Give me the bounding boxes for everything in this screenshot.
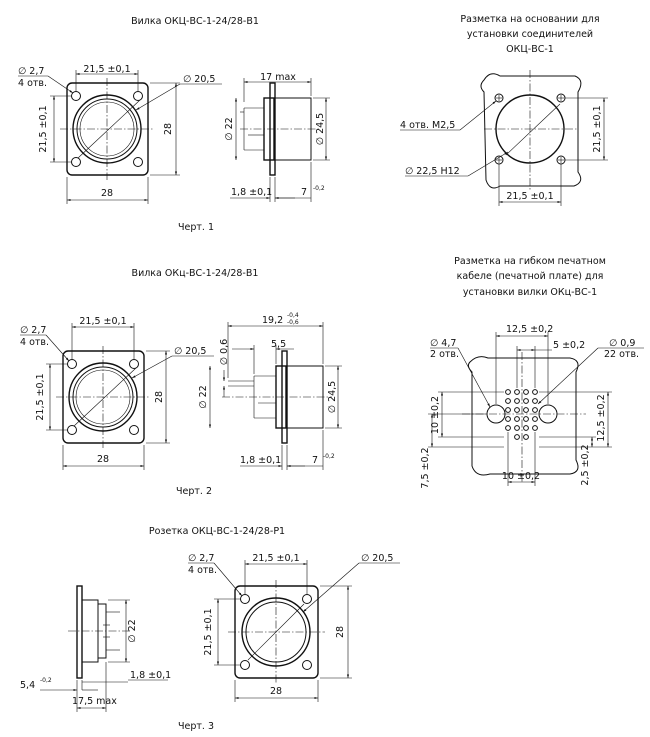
pcb-right-125: 12,5 ±0,2 [596, 394, 607, 442]
mount-title-1: Разметка на основании для [460, 14, 600, 25]
fig2 [20, 268, 342, 497]
fig2-height: 28 [154, 390, 165, 404]
mount-title-2: установки соединителей [466, 29, 594, 40]
fig1 [18, 16, 330, 233]
pcb-bottom-10: 10 ±0,2 [501, 471, 541, 482]
fig2-spacing-left: 21,5 ±0,1 [35, 373, 46, 421]
fig1-dia-24: ∅ 24,5 [315, 112, 326, 146]
fig1-flange: 1,8 ±0,1 [231, 187, 273, 198]
mount-spacing-right: 21,5 ±0,1 [592, 105, 603, 153]
fig3-width: 28 [269, 686, 283, 697]
fig2-hole-label: ∅ 2,7 [20, 325, 47, 336]
fig1-body-dia: ∅ 20,5 [183, 74, 216, 85]
pcb-small-count: 22 отв. [604, 349, 640, 360]
fig1-caption: Черт. 1 [178, 222, 215, 233]
fig1-spacing-left: 21,5 ±0,1 [38, 105, 49, 153]
fig1-seven: 7 [301, 187, 308, 198]
fig1-dia-22: ∅ 22 [224, 117, 235, 141]
fig3-hole-count: 4 отв. [188, 565, 218, 576]
fig2-dia-22: ∅ 22 [198, 385, 209, 409]
fig2-spacing-top: 21,5 ±0,1 [79, 316, 127, 327]
pcb-left-10: 10 ±0,2 [430, 395, 441, 435]
fig3-caption: Черт. 3 [178, 721, 215, 732]
fig1-hole-count: 4 отв. [18, 78, 48, 89]
fig1-width: 28 [100, 188, 114, 199]
fig2-hole-count: 4 отв. [20, 337, 50, 348]
fig2-title: Вилка ОКц-ВС-1-24/28-В1 [131, 268, 259, 279]
fig2-front-view [56, 346, 150, 448]
pcb-small-hole: ∅ 0,9 [609, 338, 636, 349]
pcb-five: 5 ±0,2 [553, 340, 586, 351]
mount-bore: ∅ 22,5 Н12 [405, 166, 460, 177]
fig1-spacing-top: 21,5 ±0,1 [83, 64, 131, 75]
fig2-seven: 7 [312, 455, 319, 466]
fig1-max-len: 17 max [260, 72, 296, 83]
fig2-side-view [222, 351, 332, 443]
mount-title-3: ОКЦ-ВС-1 [506, 44, 554, 55]
fig2-width: 28 [96, 454, 110, 465]
fig-pcb [420, 256, 644, 489]
pcb-pin-grid [506, 390, 538, 440]
fig3-body-dia: ∅ 20,5 [361, 553, 394, 564]
fig3-dia-22: ∅ 22 [127, 619, 138, 643]
fig2-len: 19,2 [262, 315, 284, 326]
fig3 [20, 526, 400, 732]
fig3-hole-label: ∅ 2,7 [188, 553, 215, 564]
fig2-len-tol-dn: -0,6 [287, 319, 299, 326]
fig2-dia-24: ∅ 24,5 [327, 380, 338, 414]
fig3-title: Розетка ОКЦ-ВС-1-24/28-Р1 [148, 526, 286, 537]
fig3-flange: 1,8 ±0,1 [130, 670, 172, 681]
fig1-seven-tol: -0,2 [313, 185, 325, 192]
mount-spacing-bottom: 21,5 ±0,1 [506, 191, 554, 202]
fig3-height: 28 [335, 625, 346, 639]
fig2-seven-tol: -0,2 [323, 453, 335, 460]
fig3-offset-tol: -0,2 [40, 677, 52, 684]
fig1-front-view [60, 78, 154, 180]
pcb-title-3: установки вилки ОКц-ВС-1 [462, 287, 598, 298]
fig3-max-len: 17,5 max [72, 696, 117, 707]
pcb-big-count: 2 отв. [430, 349, 460, 360]
fig1-hole-label: ∅ 2,7 [18, 66, 45, 77]
fig2-len-tol-up: -0,4 [287, 312, 299, 319]
fig1-height: 28 [163, 122, 174, 136]
pcb-left-75: 7,5 ±0,2 [420, 447, 431, 489]
pcb-top-dim: 12,5 ±0,2 [506, 324, 554, 335]
pcb-big-hole: ∅ 4,7 [430, 338, 457, 349]
fig2-pin-dia: ∅ 0,6 [219, 338, 230, 366]
fig2-body-dia: ∅ 20,5 [174, 346, 207, 357]
fig-mount [400, 14, 608, 206]
fig2-flange: 1,8 ±0,1 [240, 455, 282, 466]
mount-thread: 4 отв. М2,5 [400, 120, 456, 131]
fig1-title: Вилка ОКЦ-ВС-1-24/28-В1 [131, 16, 259, 27]
pcb-right-25: 2,5 ±0,2 [580, 444, 591, 486]
fig2-pin-len: 5,5 [271, 339, 287, 350]
fig3-offset: 5,4 [20, 680, 36, 691]
fig3-spacing-top: 21,5 ±0,1 [252, 553, 300, 564]
pcb-title-2: кабеле (печатной плате) для [456, 271, 604, 282]
fig3-front-view [228, 580, 325, 684]
pcb-title-1: Разметка на гибком печатном [454, 256, 606, 267]
fig3-spacing-left: 21,5 ±0,1 [203, 608, 214, 656]
fig1-side-view [240, 83, 320, 175]
fig2-caption: Черт. 2 [176, 486, 213, 497]
